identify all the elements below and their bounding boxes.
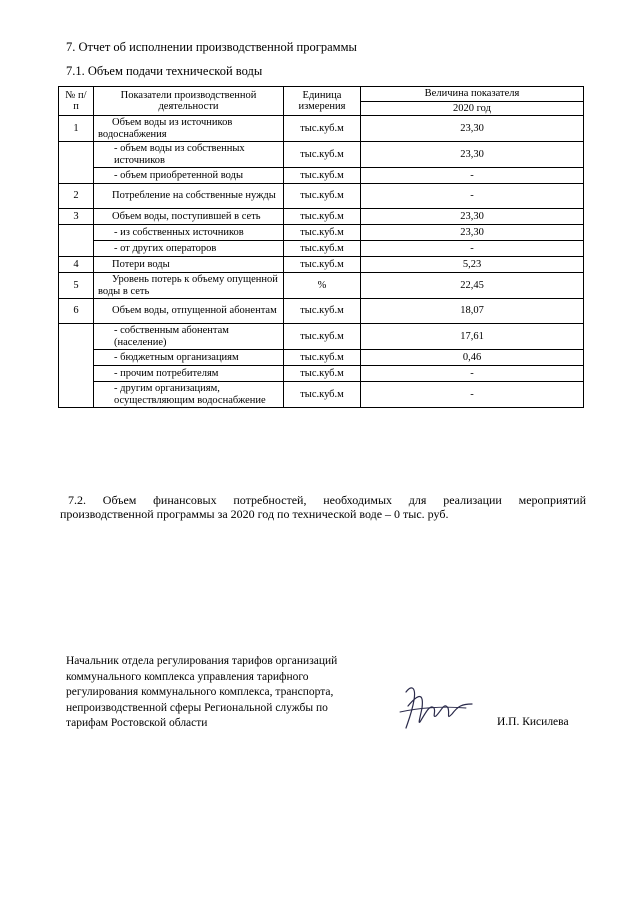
signer-name: И.П. Кисилева (497, 716, 569, 728)
handwritten-signature-icon (398, 678, 478, 734)
table-header-row (59, 87, 584, 102)
table-row (59, 350, 584, 366)
position-line: Начальник отдела регулирования тарифов организаций (66, 655, 338, 667)
table-row (59, 168, 584, 184)
row-number: 5 (59, 273, 94, 299)
row-unit: тыс.куб.м (284, 350, 361, 366)
header-year: 2020 год (361, 101, 584, 116)
header-unit: Единица измерения (284, 87, 361, 116)
table-row (59, 116, 584, 142)
table-row (59, 324, 584, 350)
row-indicator-name: Потери воды (94, 257, 284, 273)
table-row (59, 142, 584, 168)
table-body (59, 116, 584, 408)
header-num: № п/п (59, 87, 94, 116)
row-value: - (361, 382, 584, 408)
section-heading: 7. Отчет об исполнении производственной программы (66, 40, 357, 54)
row-indicator-name: Объем воды из источников водоснабжения (94, 116, 284, 142)
row-indicator-name: - собственным абонентам (население) (94, 324, 284, 350)
table-row (59, 257, 584, 273)
row-unit: тыс.куб.м (284, 299, 361, 324)
row-value: 23,30 (361, 142, 584, 168)
table-row (59, 366, 584, 382)
row-number: 6 (59, 299, 94, 324)
position-line: регулирования коммунального комплекса, транспорта, (66, 686, 334, 698)
table-row (59, 209, 584, 225)
row-unit: тыс.куб.м (284, 366, 361, 382)
row-value: 22,45 (361, 273, 584, 299)
row-unit: тыс.куб.м (284, 382, 361, 408)
table-row (59, 241, 584, 257)
row-number: 3 (59, 209, 94, 225)
row-value: 5,23 (361, 257, 584, 273)
position-line: непроизводственной сферы Региональной службы по (66, 701, 328, 714)
row-unit: тыс.куб.м (284, 209, 361, 225)
row-indicator-name: - объем приобретенной воды (94, 168, 284, 184)
row-value: 23,30 (361, 225, 584, 241)
financial-needs-paragraph: 7.2. Объем финансовых потребностей, необходимых для реализации мероприятий производственной программы за 2020 год по технической воде – 0 тыс. руб. (60, 493, 586, 521)
row-unit: тыс.куб.м (284, 142, 361, 168)
row-value: 18,07 (361, 299, 584, 324)
row-indicator-name: Объем воды, поступившей в сеть (94, 209, 284, 225)
row-unit: тыс.куб.м (284, 257, 361, 273)
row-indicator-name: Уровень потерь к объему опущенной воды в сеть (94, 273, 284, 299)
row-indicator-name: - прочим потребителям (94, 366, 284, 382)
row-value: 23,30 (361, 116, 584, 142)
official-position (66, 654, 386, 732)
row-number: 1 (59, 116, 94, 142)
table-row (59, 299, 584, 324)
row-unit: тыс.куб.м (284, 225, 361, 241)
row-value: - (361, 168, 584, 184)
table-row (59, 184, 584, 209)
row-value: 23,30 (361, 209, 584, 225)
row-value: 0,46 (361, 350, 584, 366)
row-indicator-name: - бюджетным организациям (94, 350, 284, 366)
header-name: Показатели производственной деятельности (94, 87, 284, 116)
row-unit: тыс.куб.м (284, 241, 361, 257)
row-indicator-name: - от других операторов (94, 241, 284, 257)
row-number: 2 (59, 184, 94, 209)
table-row (59, 382, 584, 408)
row-unit: тыс.куб.м (284, 324, 361, 350)
row-unit: % (284, 273, 361, 299)
row-indicator-name: - из собственных источников (94, 225, 284, 241)
row-unit: тыс.куб.м (284, 168, 361, 184)
row-number-empty (59, 142, 94, 184)
position-line: коммунального комплекса управления тарифного (66, 670, 309, 683)
header-value: Величина показателя (361, 87, 584, 102)
subsection-heading: 7.1. Объем подачи технической воды (66, 64, 263, 78)
position-line: тарифам Ростовской области (66, 717, 208, 729)
row-number: 4 (59, 257, 94, 273)
row-indicator-name: Объем воды, отпущенной абонентам (94, 299, 284, 324)
row-number-empty (59, 324, 94, 408)
row-value: 17,61 (361, 324, 584, 350)
row-indicator-name: - объем воды из собственных источников (94, 142, 284, 168)
water-supply-table (58, 86, 584, 408)
row-value: - (361, 366, 584, 382)
row-unit: тыс.куб.м (284, 184, 361, 209)
table-row (59, 273, 584, 299)
row-unit: тыс.куб.м (284, 116, 361, 142)
table-row (59, 225, 584, 241)
row-number-empty (59, 225, 94, 257)
row-value: - (361, 184, 584, 209)
row-value: - (361, 241, 584, 257)
row-indicator-name: - другим организациям, осуществляющим водоснабжение (94, 382, 284, 408)
row-indicator-name: Потребление на собственные нужды (94, 184, 284, 209)
